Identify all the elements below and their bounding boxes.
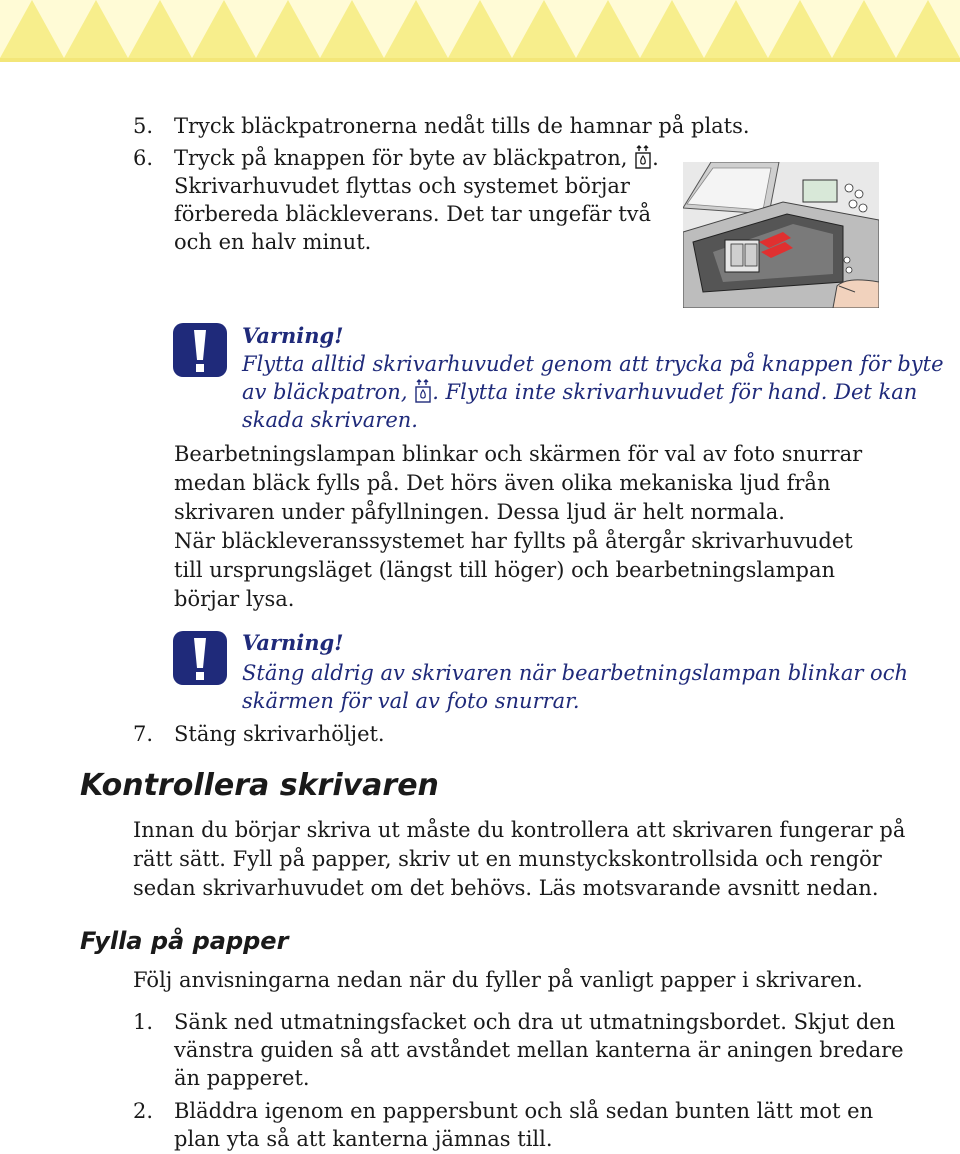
intro-line-3: sedan skrivarhuvudet om det behövs. Läs motsvarande avsnitt nedan. — [133, 876, 879, 900]
step-1-number: 1. — [133, 1010, 154, 1034]
page-header-banner — [0, 0, 960, 62]
intro-line-1: Innan du börjar skriva ut måste du kontrollera att skrivaren fungerar på — [133, 818, 906, 842]
warning-2-title: Varning! — [242, 630, 344, 655]
step-1-line-2: vänstra guiden så att avståndet mellan kanterna är aningen bredare — [174, 1038, 904, 1062]
step-6-text — [174, 144, 659, 172]
paragraph-a-line-6: börjar lysa. — [174, 587, 295, 611]
warning-icon — [172, 630, 228, 686]
paragraph-a-line-1: Bearbetningslampan blinkar och skärmen för val av foto snurrar — [174, 442, 863, 466]
step-6-text-before: Tryck på knappen för byte av bläckpatron, — [174, 146, 635, 170]
warning-2-line-2: skärmen för val av foto snurrar. — [242, 689, 580, 713]
warning-1-title: Varning! — [242, 323, 344, 348]
intro-line-2: rätt sätt. Fyll på papper, skriv ut en munstyckskontrollsida och rengör — [133, 847, 882, 871]
subsection-intro: Följ anvisningarna nedan när du fyller på vanligt papper i skrivaren. — [133, 968, 863, 992]
ink-cartridge-button-icon — [634, 145, 652, 169]
step-1-line-3: än papperet. — [174, 1066, 310, 1090]
ink-cartridge-button-icon — [414, 379, 432, 403]
step-1-line-1: Sänk ned utmatningsfacket och dra ut utmatningsbordet. Skjut den — [174, 1010, 896, 1034]
step-6-number: 6. — [133, 146, 154, 170]
paragraph-a-line-2: medan bläck fylls på. Det hörs även olika mekaniska ljud från — [174, 471, 831, 495]
printer-illustration — [683, 162, 879, 308]
step-2-number: 2. — [133, 1099, 154, 1123]
section-heading: Kontrollera skrivaren — [80, 768, 439, 803]
step-6-text-after: . — [652, 146, 659, 170]
subsection-heading: Fylla på papper — [80, 927, 289, 955]
step-5-number: 5. — [133, 114, 154, 138]
step-7-text: Stäng skrivarhöljet. — [174, 722, 385, 746]
step-2-line-2: plan yta så att kanterna jämnas till. — [174, 1127, 553, 1151]
step-5-text: Tryck bläckpatronerna nedåt tills de hamnar på plats. — [174, 114, 750, 138]
paragraph-a-line-5: till ursprungsläget (längst till höger) och bearbetningslampan — [174, 558, 836, 582]
paragraph-a-line-3: skrivaren under påfyllningen. Dessa ljud är helt normala. — [174, 500, 785, 524]
warning-2-line-1: Stäng aldrig av skrivaren när bearbetningslampan blinkar och — [242, 661, 908, 685]
step-6-line-4: och en halv minut. — [174, 230, 372, 254]
paragraph-a-line-4: När bläckleveranssystemet har fyllts på återgår skrivarhuvudet — [174, 529, 853, 553]
warning-1-line-2 — [242, 378, 917, 406]
warning-1-line-1: Flytta alltid skrivarhuvudet genom att trycka på knappen för byte — [242, 352, 944, 376]
step-2-line-1: Bläddra igenom en pappersbunt och slå sedan bunten lätt mot en — [174, 1099, 874, 1123]
step-6-line-3: förbereda bläckleverans. Det tar ungefär två — [174, 202, 652, 226]
warning-1-line-3: skada skrivaren. — [242, 408, 418, 432]
warning-1-line-2-before: av bläckpatron, — [242, 380, 415, 404]
step-6-line-2: Skrivarhuvudet flyttas och systemet börjar — [174, 174, 630, 198]
warning-1-line-2-after: . Flytta inte skrivarhuvudet för hand. Det kan — [432, 380, 918, 404]
warning-icon — [172, 322, 228, 378]
step-7-number: 7. — [133, 722, 154, 746]
